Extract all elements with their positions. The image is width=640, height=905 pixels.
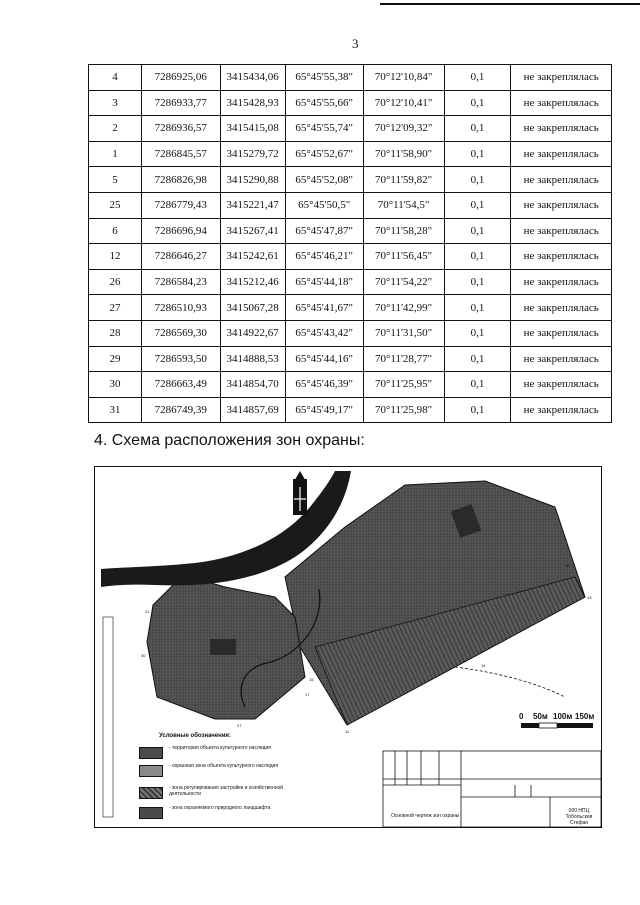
table-cell: 3	[89, 90, 142, 116]
point-label: 30	[141, 653, 146, 658]
table-cell: не закреплялась	[511, 397, 612, 423]
point-label: 27	[237, 723, 242, 728]
table-cell: 7286584,23	[142, 269, 220, 295]
table-cell: не закреплялась	[511, 116, 612, 142]
table-row	[89, 295, 612, 321]
table-cell: 7286933,77	[142, 90, 220, 116]
table-cell: 65°45'52,67"	[285, 141, 363, 167]
table-cell: 70°12'10,84"	[363, 65, 444, 91]
table-cell: 3414922,67	[220, 320, 285, 346]
table-cell: 3415434,06	[220, 65, 285, 91]
table-cell: 0,1	[444, 141, 511, 167]
table-cell: 0,1	[444, 90, 511, 116]
table-cell: 0,1	[444, 320, 511, 346]
table-cell: 31	[89, 397, 142, 423]
table-cell: 3414857,69	[220, 397, 285, 423]
section-heading: 4. Схема расположения зон охраны:	[94, 432, 365, 449]
table-row	[89, 218, 612, 244]
table-cell: 7286936,57	[142, 116, 220, 142]
table-cell: 3415415,08	[220, 116, 285, 142]
table-cell: 3415279,72	[220, 141, 285, 167]
table-cell: 26	[89, 269, 142, 295]
legend-text: - охранная зона объекта культурного наследия	[169, 763, 279, 769]
stamp-organization: 000 НПЦ Тобольская Стефан	[565, 808, 593, 826]
table-row	[89, 372, 612, 398]
point-label: 15	[309, 677, 314, 682]
table-cell: 0,1	[444, 218, 511, 244]
table-cell: 3415067,28	[220, 295, 285, 321]
legend-text: - зона регулирования застройки и хозяйственной деятельности	[169, 785, 284, 797]
table-cell: 12	[89, 244, 142, 270]
table-cell: 65°45'49,17"	[285, 397, 363, 423]
table-row	[89, 65, 612, 91]
table-cell: 65°45'55,66"	[285, 90, 363, 116]
table-cell: 70°11'58,90"	[363, 141, 444, 167]
scale-label-50: 50м	[533, 712, 548, 721]
table-cell: не закреплялась	[511, 65, 612, 91]
scale-label-150: 150м	[575, 712, 595, 721]
table-row	[89, 167, 612, 193]
table-cell: не закреплялась	[511, 269, 612, 295]
table-cell: 0,1	[444, 295, 511, 321]
legend-item-territory	[139, 745, 289, 761]
table-cell: 3414854,70	[220, 372, 285, 398]
legend-swatch	[139, 765, 163, 777]
legend-text: - зона охраняемого природного ландшафта	[169, 805, 271, 811]
scale-bar	[521, 723, 593, 728]
legend-swatch	[139, 747, 163, 759]
object-territory	[210, 639, 236, 655]
table-cell: 65°45'47,87"	[285, 218, 363, 244]
table-cell: не закреплялась	[511, 372, 612, 398]
point-label: 14	[481, 663, 486, 668]
table-cell: 7286826,98	[142, 167, 220, 193]
table-cell: 3415290,88	[220, 167, 285, 193]
table-cell: не закреплялась	[511, 218, 612, 244]
table-cell: 65°45'44,18"	[285, 269, 363, 295]
table-cell: 65°45'50,5"	[285, 192, 363, 218]
page-number: 3	[352, 36, 359, 51]
table-row	[89, 397, 612, 423]
table-cell: не закреплялась	[511, 244, 612, 270]
scale-label-0: 0	[519, 712, 524, 721]
table-cell: 65°45'55,74"	[285, 116, 363, 142]
table-cell: 70°12'10,41"	[363, 90, 444, 116]
north-arrow-icon	[293, 471, 307, 515]
table-cell: 0,1	[444, 269, 511, 295]
table-cell: 65°45'55,38"	[285, 65, 363, 91]
table-row	[89, 141, 612, 167]
table-cell: 70°11'59,82"	[363, 167, 444, 193]
coordinates-table	[88, 64, 612, 423]
table-cell: 28	[89, 320, 142, 346]
table-row	[89, 269, 612, 295]
table-cell: 7286510,93	[142, 295, 220, 321]
table-cell: не закреплялась	[511, 90, 612, 116]
table-row	[89, 90, 612, 116]
table-cell: 7286779,43	[142, 192, 220, 218]
stamp-drawing-name: Основной чертеж зон охраны	[391, 813, 460, 819]
point-label: 11	[345, 729, 350, 734]
legend-item-regulation	[139, 785, 289, 801]
table-cell: не закреплялась	[511, 141, 612, 167]
table-cell: 3415212,46	[220, 269, 285, 295]
table-cell: 0,1	[444, 167, 511, 193]
boundary-curve	[455, 667, 565, 697]
table-cell: 0,1	[444, 346, 511, 372]
table-cell: 0,1	[444, 192, 511, 218]
table-cell: 0,1	[444, 397, 511, 423]
table-cell: 3415221,47	[220, 192, 285, 218]
table-cell: не закреплялась	[511, 346, 612, 372]
table-cell: 7286925,06	[142, 65, 220, 91]
table-cell: 3415428,93	[220, 90, 285, 116]
table-cell: 70°11'58,28"	[363, 218, 444, 244]
table-cell: 3414888,53	[220, 346, 285, 372]
point-label: 21	[145, 609, 150, 614]
table-cell: 65°45'46,39"	[285, 372, 363, 398]
point-label: 16	[565, 563, 570, 568]
table-cell: 30	[89, 372, 142, 398]
table-cell: 70°12'09,32"	[363, 116, 444, 142]
table-cell: 0,1	[444, 244, 511, 270]
table-cell: 70°11'25,98"	[363, 397, 444, 423]
table-cell: 7286696,94	[142, 218, 220, 244]
table-cell: 70°11'54,5"	[363, 192, 444, 218]
table-cell: 0,1	[444, 65, 511, 91]
legend-swatch	[139, 787, 163, 799]
table-row	[89, 244, 612, 270]
table-cell: 65°45'44,16"	[285, 346, 363, 372]
table-row	[89, 116, 612, 142]
table-cell: 5	[89, 167, 142, 193]
table-cell: 70°11'54,22"	[363, 269, 444, 295]
table-cell: 65°45'52,08"	[285, 167, 363, 193]
table-cell: 7286663,49	[142, 372, 220, 398]
table-cell: 3415267,41	[220, 218, 285, 244]
point-label: 17	[305, 692, 310, 697]
table-cell: 70°11'56,45"	[363, 244, 444, 270]
table-row	[89, 320, 612, 346]
table-cell: 25	[89, 192, 142, 218]
table-cell: 65°45'46,21"	[285, 244, 363, 270]
table-cell: 4	[89, 65, 142, 91]
table-cell: не закреплялась	[511, 320, 612, 346]
table-cell: 3415242,61	[220, 244, 285, 270]
table-row	[89, 346, 612, 372]
table-cell: 2	[89, 116, 142, 142]
table-cell: 7286646,27	[142, 244, 220, 270]
table-cell: 70°11'25,95"	[363, 372, 444, 398]
legend-title: Условные обозначения:	[159, 733, 231, 739]
table-cell: 29	[89, 346, 142, 372]
table-cell: 0,1	[444, 116, 511, 142]
table-cell: не закреплялась	[511, 192, 612, 218]
table-cell: 70°11'28,77"	[363, 346, 444, 372]
table-row	[89, 192, 612, 218]
scale-label-100: 100м	[553, 712, 573, 721]
table-cell: 7286749,39	[142, 397, 220, 423]
protection-zones-scheme	[94, 466, 602, 828]
table-cell: не закреплялась	[511, 167, 612, 193]
table-cell: 0,1	[444, 372, 511, 398]
table-cell: 70°11'31,50"	[363, 320, 444, 346]
table-cell: 7286569,30	[142, 320, 220, 346]
table-cell: 7286593,50	[142, 346, 220, 372]
side-strip	[103, 617, 113, 817]
table-cell: 27	[89, 295, 142, 321]
table-cell: 65°45'41,67"	[285, 295, 363, 321]
table-cell: 6	[89, 218, 142, 244]
point-label: 13	[587, 595, 592, 600]
table-cell: 70°11'42,99"	[363, 295, 444, 321]
table-cell: 1	[89, 141, 142, 167]
legend-item-landscape	[139, 805, 289, 821]
table-cell: 7286845,57	[142, 141, 220, 167]
top-rule	[380, 3, 640, 5]
legend-text: - территория объекта культурного наследия	[169, 745, 271, 751]
legend-item-protection	[139, 763, 289, 779]
legend-swatch	[139, 807, 163, 819]
table-cell: 65°45'43,42"	[285, 320, 363, 346]
table-cell: не закреплялась	[511, 295, 612, 321]
